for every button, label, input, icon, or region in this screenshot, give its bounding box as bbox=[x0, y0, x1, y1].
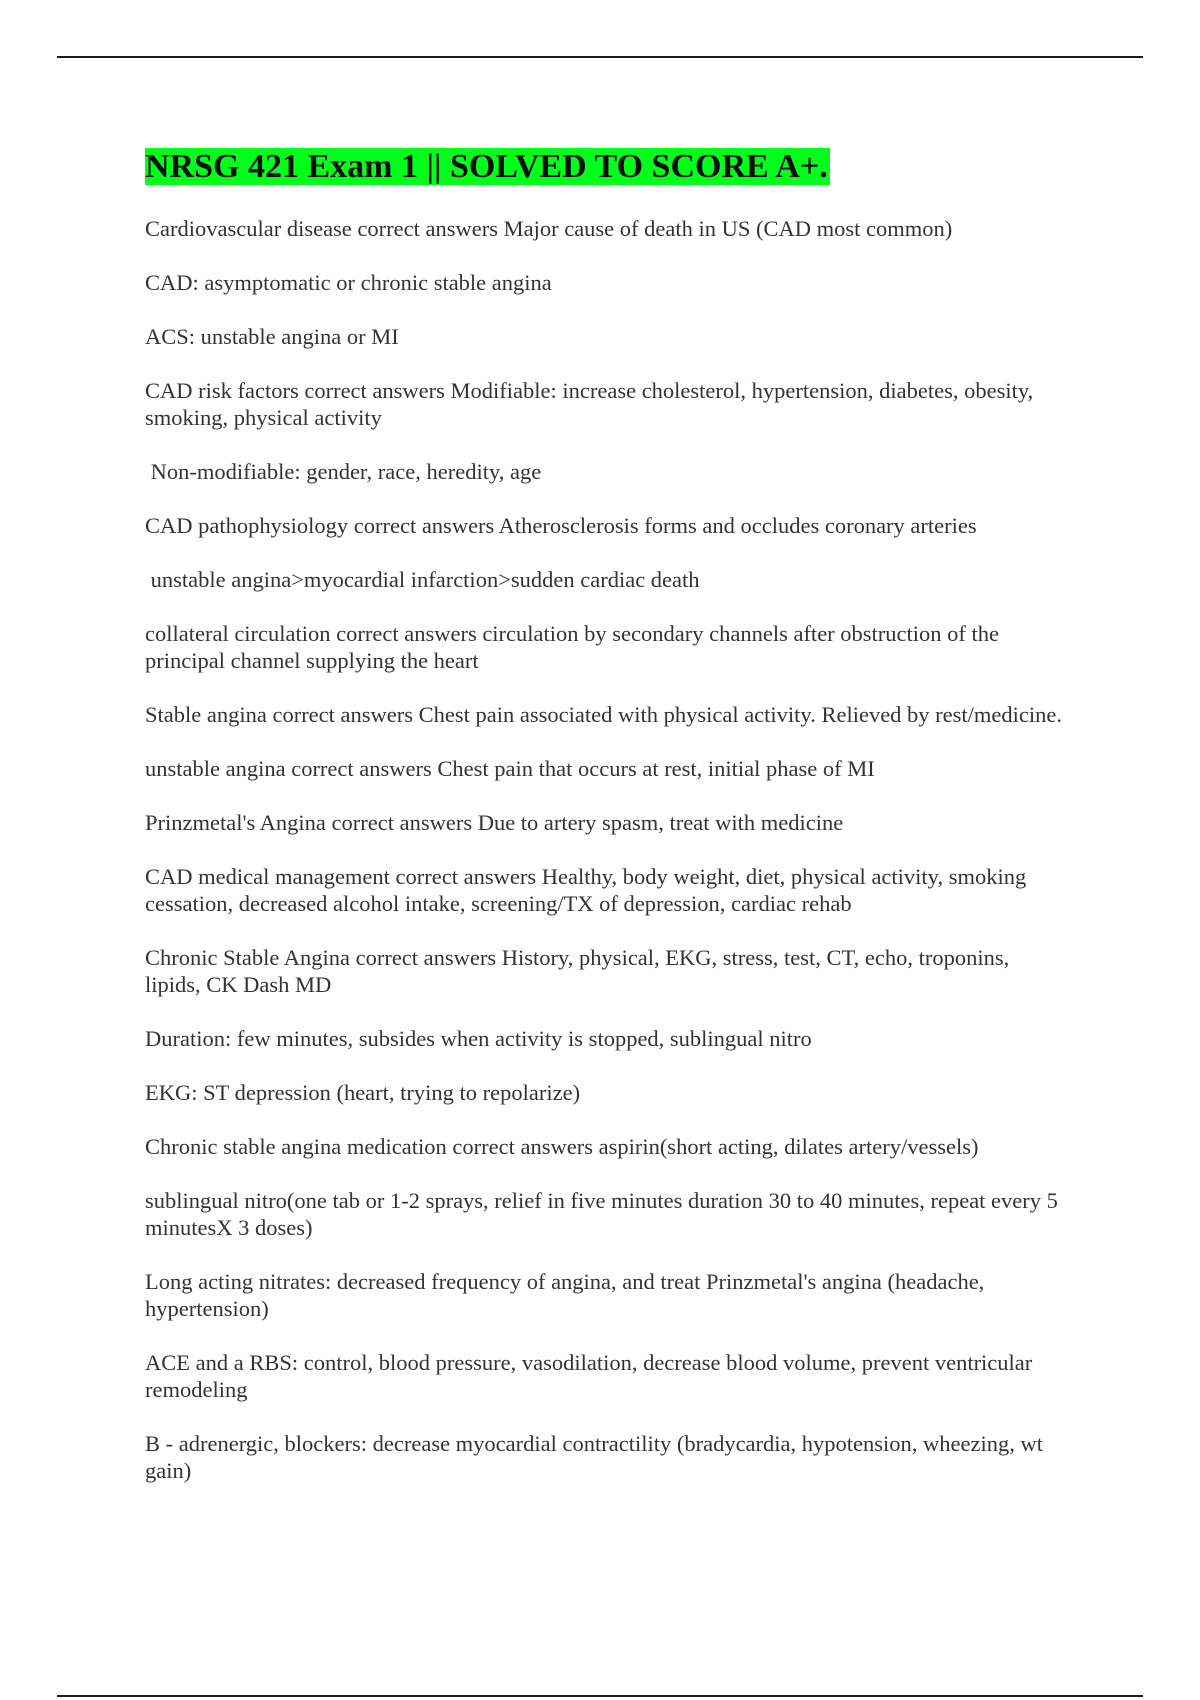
paragraph-collateral-circulation: collateral circulation correct answers circulation by secondary channels after obstruction of the principal channel supplying the heart bbox=[145, 621, 1005, 673]
paragraph-duration: Duration: few minutes, subsides when activity is stopped, sublingual nitro bbox=[145, 1026, 812, 1051]
paragraph-non-modifiable: Non-modifiable: gender, race, heredity, age bbox=[145, 459, 542, 484]
paragraph-sublingual-nitro: sublingual nitro(one tab or 1-2 sprays, relief in five minutes duration 30 to 40 minutes, repeat every 5 minutesX 3 doses) bbox=[145, 1188, 1064, 1240]
paragraph-cad: CAD: asymptomatic or chronic stable angina bbox=[145, 270, 552, 295]
document-body bbox=[145, 140, 1065, 1511]
top-rule bbox=[57, 56, 1143, 58]
paragraph-chronic-stable-angina: Chronic Stable Angina correct answers History, physical, EKG, stress, test, CT, echo, troponins, lipids, CK Dash MD bbox=[145, 945, 1015, 997]
title-highlight: NRSG 421 Exam 1 || SOLVED TO SCORE A+. bbox=[145, 148, 828, 185]
paragraph-cardiovascular-disease: Cardiovascular disease correct answers Major cause of death in US (CAD most common) bbox=[145, 216, 953, 241]
paragraph-long-acting-nitrates: Long acting nitrates: decreased frequency of angina, and treat Prinzmetal's angina (headache, hypertension) bbox=[145, 1269, 990, 1321]
paragraph-unstable-progression: unstable angina>myocardial infarction>sudden cardiac death bbox=[145, 567, 700, 592]
bottom-rule bbox=[57, 1695, 1143, 1697]
document-title bbox=[145, 140, 1065, 194]
paragraph-ace-arbs: ACE and a RBS: control, blood pressure, vasodilation, decrease blood volume, prevent ventricular remodeling bbox=[145, 1350, 1038, 1402]
paragraph-prinzmetal-angina: Prinzmetal's Angina correct answers Due to artery spasm, treat with medicine bbox=[145, 810, 844, 835]
paragraph-ekg: EKG: ST depression (heart, trying to repolarize) bbox=[145, 1080, 581, 1105]
paragraph-beta-blockers: B - adrenergic, blockers: decrease myocardial contractility (bradycardia, hypotension, wheezing, wt gain) bbox=[145, 1431, 1049, 1483]
paragraph-unstable-angina: unstable angina correct answers Chest pain that occurs at rest, initial phase of MI bbox=[145, 756, 875, 781]
paragraph-chronic-stable-angina-medication: Chronic stable angina medication correct answers aspirin(short acting, dilates artery/vessels) bbox=[145, 1134, 979, 1159]
paragraph-cad-pathophysiology: CAD pathophysiology correct answers Atherosclerosis forms and occludes coronary arteries bbox=[145, 513, 977, 538]
paragraph-acs: ACS: unstable angina or MI bbox=[145, 324, 399, 349]
paragraph-stable-angina: Stable angina correct answers Chest pain associated with physical activity. Relieved by rest/medicine. bbox=[145, 702, 1063, 727]
paragraph-cad-risk-factors: CAD risk factors correct answers Modifiable: increase cholesterol, hypertension, diabetes, obesity, smoking, physical activity bbox=[145, 378, 1039, 430]
paragraph-cad-medical-management: CAD medical management correct answers Healthy, body weight, diet, physical activity, smoking cessation, decreased alcohol intake, screening/TX of depression, cardiac rehab bbox=[145, 864, 1032, 916]
